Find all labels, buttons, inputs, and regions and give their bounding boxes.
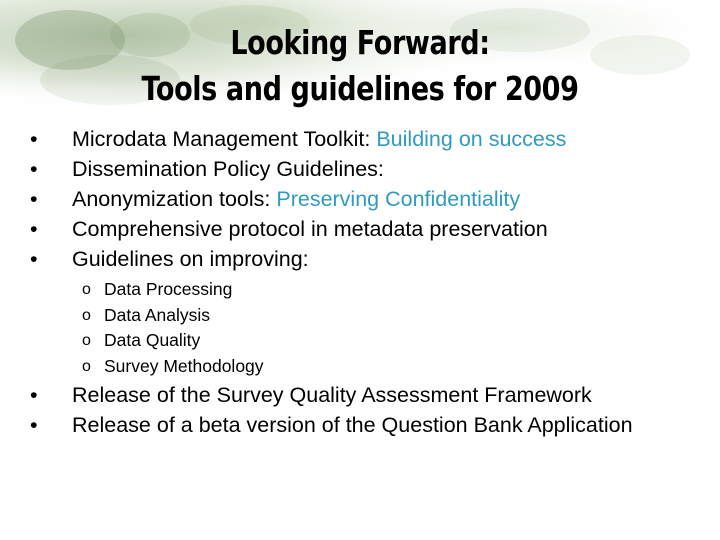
- bullet-icon: •: [30, 157, 38, 181]
- sub-list-item: [82, 277, 264, 303]
- bullet-icon: •: [30, 247, 38, 271]
- list-item-text: Comprehensive protocol in metadata preservation: [72, 217, 548, 241]
- main-bullet-list: [30, 124, 710, 274]
- sub-list-item-text: Data Analysis: [104, 304, 211, 325]
- circle-bullet-icon: o: [82, 357, 91, 375]
- sub-list-item: [82, 328, 264, 354]
- sub-list-item-text: Data Processing: [104, 279, 233, 299]
- sub-list-item-text: Data Quality: [104, 330, 201, 350]
- list-item-text: Anonymization tools:: [72, 187, 277, 211]
- sub-list-item-text: Survey Methodology: [104, 355, 264, 376]
- bullet-icon: •: [30, 413, 38, 437]
- slide-title: [114, 20, 606, 112]
- list-item-text: Release of a beta version of the Question Bank Application: [72, 413, 633, 437]
- list-item-text: Dissemination Policy Guidelines:: [72, 157, 384, 181]
- circle-bullet-icon: o: [82, 306, 91, 324]
- circle-bullet-icon: o: [82, 281, 91, 298]
- bullet-icon: •: [30, 217, 38, 241]
- list-item: [30, 184, 710, 214]
- list-item: [30, 244, 710, 274]
- bullet-icon: •: [30, 127, 38, 151]
- sub-bullet-list: [82, 277, 264, 379]
- list-item: [30, 154, 710, 184]
- slide-title-line-2: Tools and guidelines for 2009: [141, 69, 579, 108]
- list-item: [30, 214, 710, 244]
- list-item: [30, 124, 710, 154]
- list-item: [30, 382, 700, 409]
- list-item-text: Microdata Management Toolkit:: [72, 127, 377, 151]
- sub-list-item: [82, 303, 264, 329]
- bullet-icon: •: [30, 383, 38, 407]
- list-item: [30, 412, 700, 439]
- slide-title-line-1: Looking Forward:: [230, 23, 490, 62]
- circle-bullet-icon: o: [82, 332, 91, 349]
- list-item-text: Release of the Survey Quality Assessment Framework: [72, 383, 592, 407]
- lower-bullet-list: [30, 382, 700, 442]
- list-item-accent-text: Preserving Confidentiality: [276, 187, 521, 211]
- bullet-icon: •: [30, 187, 38, 211]
- list-item-text: Guidelines on improving:: [72, 247, 309, 271]
- sub-list-item: [82, 354, 264, 380]
- list-item-accent-text: Building on success: [376, 127, 567, 151]
